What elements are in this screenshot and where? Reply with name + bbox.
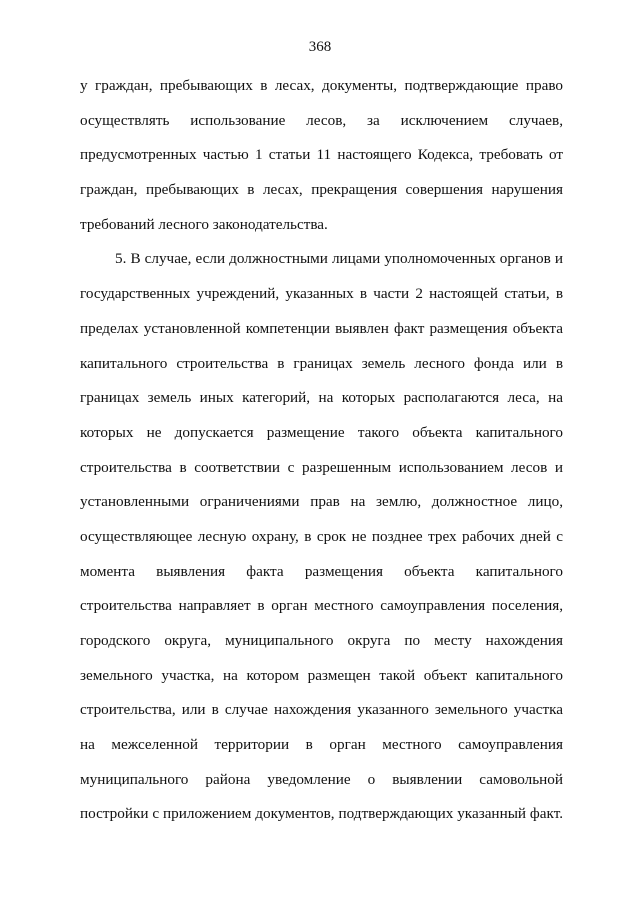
paragraph-continuation	[80, 69, 563, 242]
page-number: 368	[308, 39, 332, 55]
text-line: установленными ограничениями прав на землю, должностное лицо,	[80, 493, 563, 511]
text-line: строительства, или в случае нахождения указанного земельного участка	[80, 701, 563, 719]
paragraph-item-5	[80, 242, 563, 832]
text-line: государственных учреждений, указанных в части 2 настоящей статьи, в	[80, 285, 563, 303]
text-line: предусмотренных частью 1 статьи 11 настоящего Кодекса, требовать от	[80, 146, 563, 164]
text-line: 5. В случае, если должностными лицами уполномоченных органов и	[115, 250, 563, 268]
text-line: городского округа, муниципального округа по месту нахождения	[80, 632, 563, 649]
text-line: строительства в соответствии с разрешенным использованием лесов и	[80, 458, 563, 476]
text-line: пределах установленной компетенции выявлен факт размещения объекта	[80, 319, 563, 337]
text-line: которых не допускается размещение такого объекта капитального	[80, 423, 563, 441]
text-line: границах земель иных категорий, на которых располагаются леса, на	[80, 389, 563, 407]
text-line: требований лесного законодательства.	[80, 215, 328, 233]
text-line: момента выявления факта размещения объекта капитального	[80, 562, 563, 580]
text-line: у граждан, пребывающих в лесах, документы, подтверждающие право	[80, 77, 563, 94]
text-line: осуществлять использование лесов, за исключением случаев,	[80, 111, 563, 129]
text-line: граждан, пребывающих в лесах, прекращения совершения нарушения	[80, 181, 563, 199]
text-line: строительства направляет в орган местного самоуправления поселения,	[80, 597, 563, 615]
text-line: земельного участка, на котором размещен такой объект капитального	[80, 666, 563, 684]
text-line: на межселенной территории в орган местного самоуправления	[80, 736, 563, 754]
text-line: постройки с приложением документов, подтверждающих указанный факт.	[80, 805, 563, 823]
text-line: капитального строительства в границах земель лесного фонда или в	[80, 354, 563, 372]
body-text	[80, 69, 563, 832]
text-line: муниципального района уведомление о выявлении самовольной	[80, 770, 563, 788]
text-line: осуществляющее лесную охрану, в срок не позднее трех рабочих дней с	[80, 527, 563, 545]
